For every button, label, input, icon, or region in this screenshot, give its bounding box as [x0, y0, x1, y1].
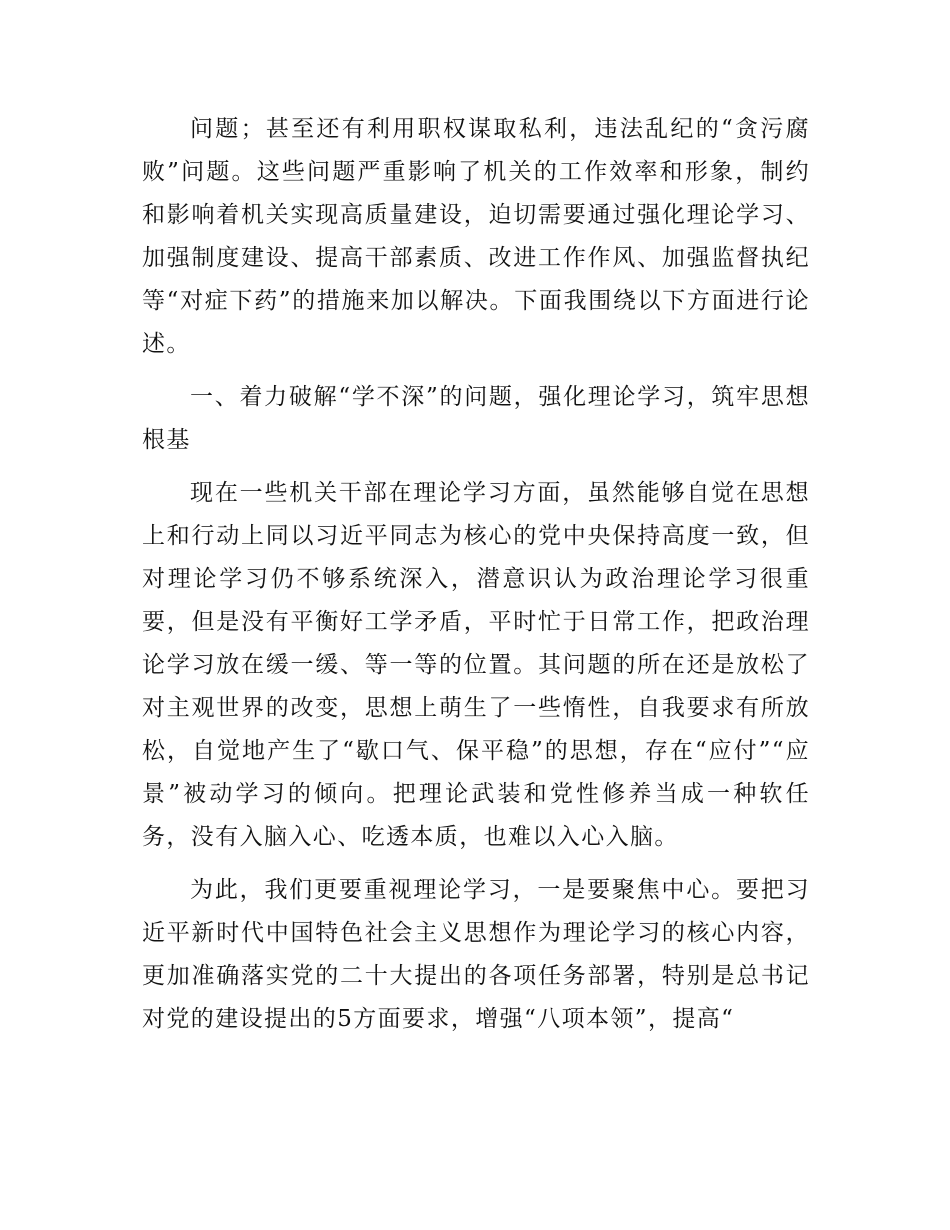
paragraph-continuation: 问题；甚至还有利用职权谋取私利，违法乱纪的“贪污腐败”问题。这些问题严重影响了机关的工作效率和形象，制约和影响着机关实现高质量建设，迫切需要通过强化理论学习、加强制度建设、提高干部素质、改进工作作风、加强监督执纪等“对症下药”的措施来加以解决。下面我围绕以下方面进行论述。 — [142, 116, 810, 357]
section-heading: 一、着力破解“学不深”的问题，强化理论学习，筑牢思想根基 — [142, 384, 810, 453]
document-body — [142, 108, 810, 1041]
paragraph-problem-analysis: 现在一些机关干部在理论学习方面，虽然能够自觉在思想上和行动上同以习近平同志为核心的党中央保持高度一致，但对理论学习仍不够系统深入，潜意识认为政治理论学习很重要，但是没有平衡好工学矛盾，平时忙于日常工作，把政治理论学习放在缓一缓、等一等的位置。其问题的所在还是放松了对主观世界的改变，思想上萌生了一些惰性，自我要求有所放松，自觉地产生了“歇口气、保平稳”的思想，存在“应付”“应景”被动学习的倾向。把理论武装和党性修养当成一种软任务，没有入脑入心、吃透本质，也难以入心入脑。 — [142, 480, 810, 850]
paragraph-solution: 为此，我们更要重视理论学习，一是要聚焦中心。要把习近平新时代中国特色社会主义思想作为理论学习的核心内容，更加准确落实党的二十大提出的各项任务部署，特别是总书记对党的建设提出的5方面要求，增强“八项本领”，提高“ — [142, 877, 810, 1032]
